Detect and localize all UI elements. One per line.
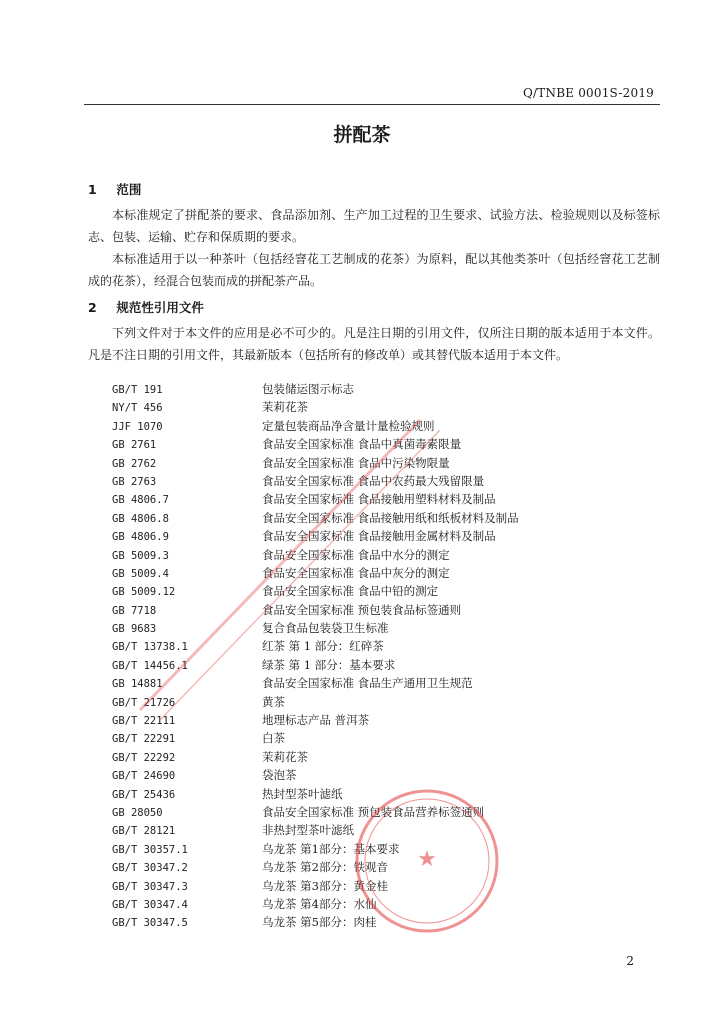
reference-code: GB 9683 <box>112 623 157 636</box>
reference-title: 食品安全国家标准 食品接触用纸和纸板材料及制品 <box>262 510 519 525</box>
reference-title: 食品安全国家标准 食品中铅的测定 <box>262 584 439 599</box>
reference-title: 食品安全国家标准 食品接触用金属材料及制品 <box>262 529 496 544</box>
reference-code: JJF 1070 <box>112 420 163 433</box>
section-1-paragraph-2: 本标准适用于以一种茶叶（包括经窨花工艺制成的花茶）为原料，配以其他类茶叶（包括经窨花工艺制成的花茶），经混合包装而成的拼配茶产品。 <box>88 252 660 288</box>
reference-code: GB 5009.3 <box>112 549 169 562</box>
reference-title: 复合食品包装袋卫生标准 <box>262 621 389 636</box>
reference-code: GB/T 22291 <box>112 733 176 746</box>
reference-title: 非热封型茶叶滤纸 <box>262 823 354 838</box>
svg-text:★: ★ <box>417 847 437 872</box>
reference-code: GB/T 30347.2 <box>112 862 188 875</box>
reference-title: 热封型茶叶滤纸 <box>262 786 343 801</box>
reference-title: 食品安全国家标准 食品接触用塑料材料及制品 <box>262 492 496 507</box>
section-title: 范围 <box>116 182 142 197</box>
reference-title: 食品安全国家标准 预包装食品标签通则 <box>262 602 462 617</box>
reference-code: GB/T 22111 <box>112 715 176 728</box>
reference-code: GB/T 13738.1 <box>112 641 188 654</box>
reference-item <box>112 748 519 766</box>
section-title: 规范性引用文件 <box>116 300 204 315</box>
reference-title: 地理标志产品 普洱茶 <box>262 713 370 728</box>
reference-title: 食品安全国家标准 预包装食品营养标签通则 <box>262 804 485 819</box>
reference-code: GB 2761 <box>112 439 157 452</box>
reference-code: GB/T 30347.3 <box>112 880 188 893</box>
reference-code: GB/T 25436 <box>112 788 176 801</box>
reference-code: GB 2763 <box>112 475 157 488</box>
section-1-heading <box>88 180 141 198</box>
reference-title: 乌龙茶 第3部分：黄金桂 <box>262 878 388 893</box>
reference-title: 食品安全国家标准 食品中真菌毒素限量 <box>262 437 462 452</box>
reference-item <box>112 766 519 784</box>
reference-title: 黄茶 <box>262 694 285 709</box>
reference-code: GB 2762 <box>112 457 157 470</box>
reference-title: 包装储运图示标志 <box>262 382 354 396</box>
reference-title: 乌龙茶 第5部分：肉桂 <box>262 915 377 930</box>
reference-code: GB 4806.8 <box>112 512 169 525</box>
reference-title: 茉莉花茶 <box>262 749 308 764</box>
reference-title: 绿茶 第 1 部分：基本要求 <box>262 657 396 672</box>
reference-title: 乌龙茶 第2部分：铁观音 <box>262 860 388 875</box>
reference-code: GB/T 30357.1 <box>112 843 188 856</box>
page-number: 2 <box>626 954 634 968</box>
reference-code: GB/T 21726 <box>112 696 176 709</box>
reference-title: 乌龙茶 第4部分：水仙 <box>262 896 377 911</box>
reference-code: GB 28050 <box>112 806 163 819</box>
reference-code: NY/T 456 <box>112 402 163 415</box>
reference-code: GB/T 30347.4 <box>112 898 188 911</box>
reference-title: 茉莉花茶 <box>262 400 308 415</box>
reference-title: 乌龙茶 第1部分：基本要求 <box>262 841 400 856</box>
reference-title: 白茶 <box>262 731 285 746</box>
reference-code: GB 7718 <box>112 604 157 617</box>
reference-code: GB 5009.4 <box>112 567 169 580</box>
reference-code: GB/T 14456.1 <box>112 659 188 672</box>
stamp-impression-diagonal <box>120 380 480 740</box>
section-number: 1 <box>88 182 97 197</box>
reference-code: GB 14881 <box>112 678 163 691</box>
reference-title: 食品安全国家标准 食品中农药最大残留限量 <box>262 473 485 488</box>
reference-code: GB 4806.9 <box>112 531 169 544</box>
company-seal <box>352 786 502 936</box>
standard-number: Q/TNBE 0001S-2019 <box>523 86 654 100</box>
section-1-paragraph-1: 本标准规定了拼配茶的要求、食品添加剂、生产加工过程的卫生要求、试验方法、检验规则以及标签标志、包装、运输、贮存和保质期的要求。 <box>88 208 660 244</box>
reference-code: GB 5009.12 <box>112 586 176 599</box>
reference-code: GB/T 191 <box>112 384 163 396</box>
reference-title: 食品安全国家标准 食品生产通用卫生规范 <box>262 676 473 691</box>
reference-title: 食品安全国家标准 食品中灰分的测定 <box>262 565 450 580</box>
reference-code: GB 4806.7 <box>112 494 169 507</box>
reference-title: 食品安全国家标准 食品中污染物限量 <box>262 455 450 470</box>
reference-title: 红茶 第 1 部分：红碎茶 <box>262 639 384 654</box>
reference-code: GB/T 22292 <box>112 751 176 764</box>
section-number: 2 <box>88 300 97 315</box>
reference-title: 食品安全国家标准 食品中水分的测定 <box>262 547 450 562</box>
reference-code: GB/T 24690 <box>112 770 176 783</box>
document-title: 拼配茶 <box>333 124 391 146</box>
section-2-heading <box>88 298 204 316</box>
section-2-paragraph-1: 下列文件对于本文件的应用是必不可少的。凡是注日期的引用文件，仅所注日期的版本适用于本文件。凡是不注日期的引用文件，其最新版本（包括所有的修改单）或其替代版本适用于本文件。 <box>88 326 660 362</box>
reference-title: 定量包装商品净含量计量检验规则 <box>262 418 435 433</box>
header-rule <box>84 104 660 105</box>
reference-title: 袋泡茶 <box>262 768 297 783</box>
reference-code: GB/T 28121 <box>112 825 176 838</box>
reference-code: GB/T 30347.5 <box>112 917 188 930</box>
